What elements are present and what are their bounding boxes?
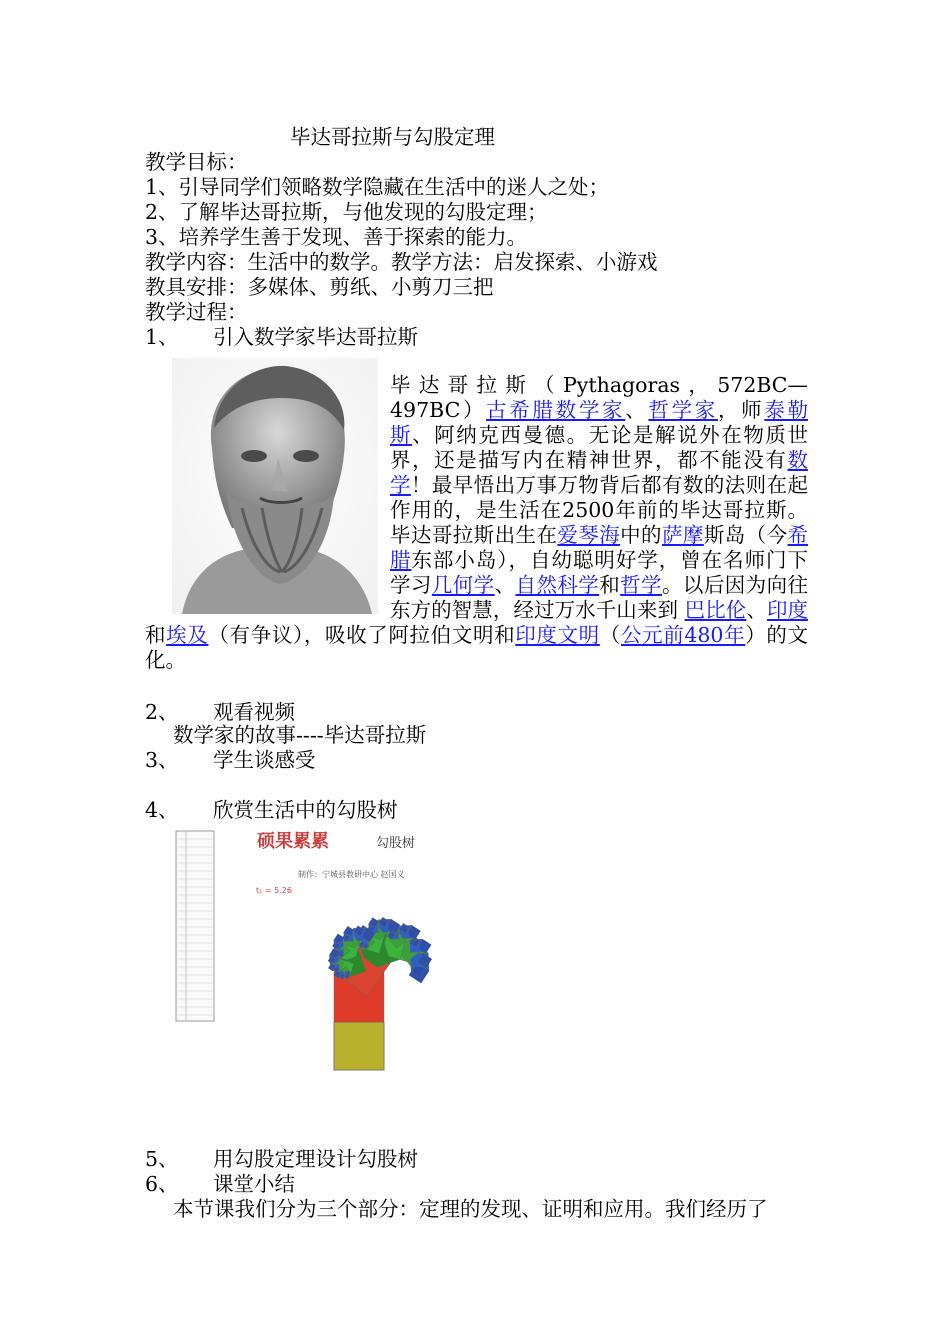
link-thales[interactable]: 泰勒斯: [390, 398, 809, 447]
step-text: 引入数学家毕达哥拉斯: [213, 325, 418, 349]
bio-text: 。以后因为向往东方的智慧，经过万水千山来到: [390, 573, 809, 622]
tree-credit: 制作：宁城县教研中心 赵国义: [298, 870, 405, 879]
link-babylon[interactable]: 巴比伦: [684, 598, 747, 622]
objective-item: 1、引导同学们领略数学隐藏在生活中的迷人之处；: [145, 175, 610, 199]
step-text: 学生谈感受: [213, 748, 316, 772]
bio-text: 、阿纳克西曼德。无论是解说外在物质世界，还是描写内在精神世界，都不能没有: [390, 423, 809, 472]
step-number: 6、: [145, 1172, 179, 1196]
link-indian-civilization[interactable]: 印度文明: [515, 623, 600, 647]
link-greece[interactable]: 希腊: [390, 523, 809, 572]
step-number: 3、: [145, 748, 179, 772]
step-4: [145, 798, 398, 823]
bio-text: 和: [599, 573, 621, 597]
tree-title: 硕果累累: [257, 831, 329, 852]
step-1: [145, 325, 418, 350]
step-5: [145, 1147, 418, 1172]
link-philosopher[interactable]: 哲学家: [648, 398, 718, 422]
step-2: [145, 700, 295, 725]
link-ancient-greek-mathematician[interactable]: 古希腊数学家: [486, 398, 626, 422]
pythagoras-bio-wrapper: [145, 373, 808, 673]
tree-trunk-square: [334, 1022, 384, 1070]
link-philosophy[interactable]: 哲学: [620, 573, 662, 597]
objective-item: 3、培养学生善于发现、善于探索的能力。: [145, 225, 528, 249]
step-3: [145, 748, 316, 773]
video-title: 数学家的故事----毕达哥拉斯: [173, 723, 427, 747]
step-text: 观看视频: [213, 700, 295, 724]
bio-text: 中的: [620, 523, 662, 547]
pythagoras-tree-image: [172, 827, 512, 1077]
bio-text: 和: [145, 623, 167, 647]
summary-line: 本节课我们分为三个部分：定理的发现、证明和应用。我们经历了: [173, 1197, 768, 1221]
tools-line: 教具安排：多媒体、剪纸、小剪刀三把: [145, 275, 494, 299]
step-number: 1、: [145, 325, 179, 349]
objectives-heading: 教学目标：: [145, 150, 248, 174]
link-india[interactable]: 印度: [766, 598, 809, 622]
bio-text: 、: [494, 573, 516, 597]
step-number: 4、: [145, 798, 179, 822]
step-text: 用勾股定理设计勾股树: [213, 1147, 418, 1171]
bio-text: （: [599, 623, 621, 647]
bio-text: ！最早悟出万事万物背后都有数的法则在起作用的，是生活在2500年前的毕达哥拉斯。毕达哥拉斯出生在: [390, 473, 808, 547]
bio-text: 毕达哥拉斯（Pythagoras，572BC—497BC）: [390, 373, 808, 422]
bio-text: ）的文化。: [145, 623, 809, 672]
content-line: 教学内容：生活中的数学。教学方法：启发探索、小游戏: [145, 250, 658, 274]
link-480bc[interactable]: 公元前480年: [620, 623, 746, 647]
measurement-table: [176, 831, 214, 1021]
bio-text: 、: [625, 398, 649, 422]
link-egypt[interactable]: 埃及: [166, 623, 209, 647]
step-text: 欣赏生活中的勾股树: [213, 798, 398, 822]
bio-text: 斯岛（今: [703, 523, 788, 547]
image-float-spacer: [145, 373, 390, 623]
step-text: 课堂小结: [213, 1172, 295, 1196]
tree-readout: t₁ = 5.26: [256, 886, 292, 895]
bio-text: （有争议），吸收了阿拉伯文明和: [208, 623, 516, 647]
link-aegean-sea[interactable]: 爱琴海: [557, 523, 621, 547]
process-heading: 教学过程：: [145, 300, 248, 324]
step-number: 5、: [145, 1147, 179, 1171]
document-title: 毕达哥拉斯与勾股定理: [290, 125, 495, 149]
objective-item: 2、了解毕达哥拉斯，与他发现的勾股定理；: [145, 200, 548, 224]
step-number: 2、: [145, 700, 179, 724]
step-6: [145, 1172, 295, 1197]
bio-text: 、: [746, 598, 767, 622]
tree-subtitle: 勾股树: [376, 836, 416, 851]
bio-text: 东部小岛），自幼聪明好学，曾在名师门下学习: [390, 548, 809, 597]
link-natural-science[interactable]: 自然科学: [515, 573, 600, 597]
link-geometry[interactable]: 几何学: [431, 573, 495, 597]
link-samos[interactable]: 萨摩: [661, 523, 704, 547]
bio-text: ，师: [717, 398, 765, 422]
link-mathematics[interactable]: 数学: [390, 448, 808, 497]
